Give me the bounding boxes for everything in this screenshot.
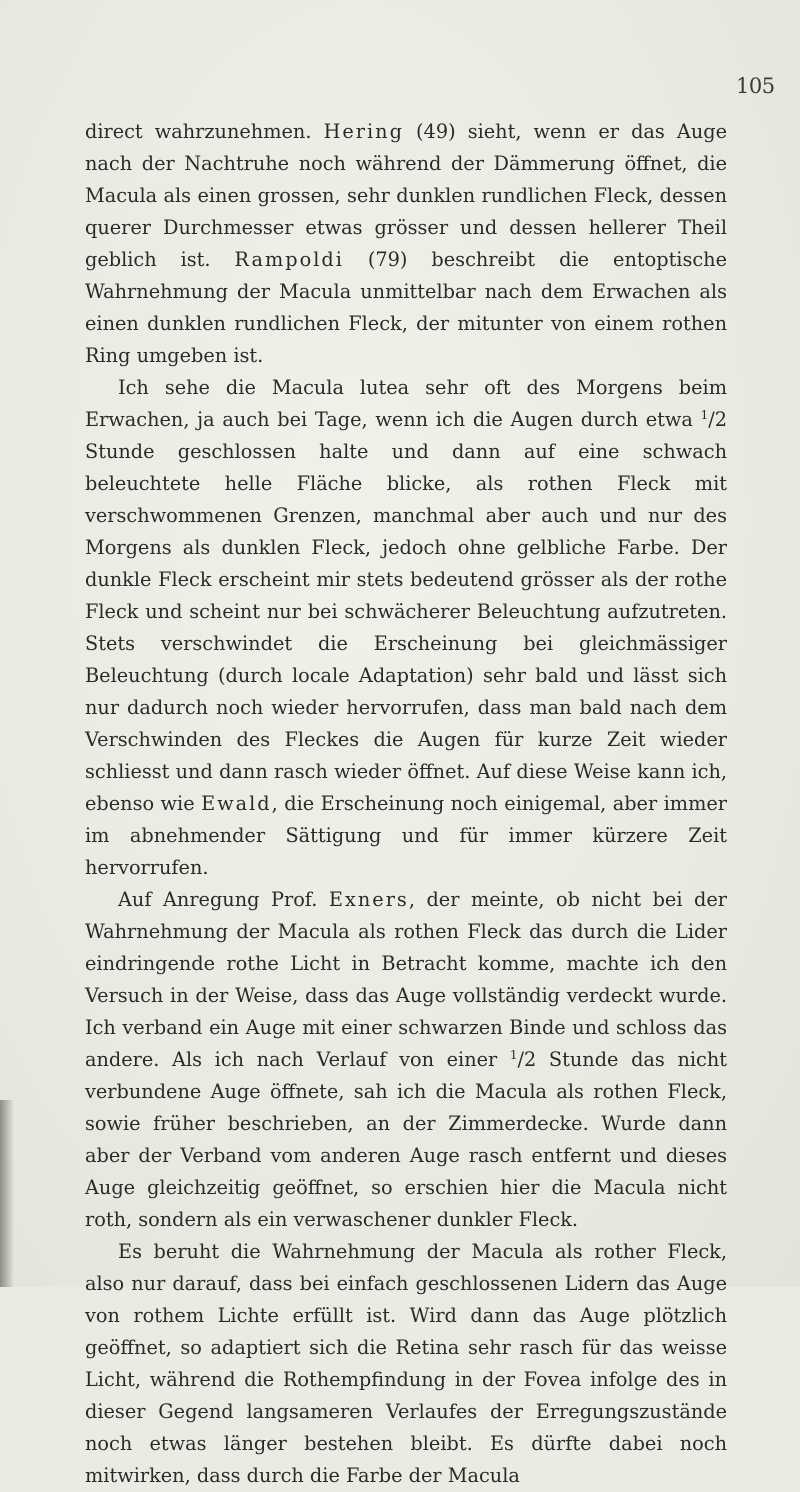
author-name: Exners (328, 888, 409, 911)
paragraph-4 (85, 1236, 727, 1492)
page-number: 105 (736, 74, 775, 98)
text-segment: Auf Anregung Prof. (118, 888, 329, 911)
page-edge-shadow (0, 1100, 14, 1287)
fraction-numerator: 1 (509, 1048, 518, 1062)
text-segment: /2 Stunde das nicht verbundene Auge öffnete, sah ich die Macula als rothen Fleck, sowie früher beschrieben, an der Zimmerdecke. Wurde dann aber der Verband vom anderen Auge rasch entfernt und dieses Auge gleichzeitig geöffnet, so erschien hier die Macula nicht roth, sondern als ein verwaschener dunkler Fleck. (85, 1048, 727, 1231)
author-name: Rampoldi (234, 248, 344, 271)
paragraph-1 (85, 116, 727, 372)
body-text (85, 116, 727, 1492)
text-segment: /2 Stunde geschlossen halte und dann auf eine schwach beleuchtete helle Fläche blicke, als rothen Fleck mit verschwommenen Grenzen, manchmal aber auch und nur des Morgens als dunklen Fleck, jedoch ohne gelbliche Farbe. Der dunkle Fleck erscheint mir stets bedeutend grösser als der rothe Fleck und scheint nur bei schwächerer Beleuchtung aufzutreten. Stets verschwindet die Erscheinung bei gleichmässiger Beleuchtung (durch locale Adaptation) sehr bald und lässt sich nur dadurch noch wieder hervorrufen, dass man bald nach dem Verschwinden des Fleckes die Augen für kurze Zeit wieder schliesst und dann rasch wieder öffnet. Auf diese Weise kann ich, ebenso wie (85, 408, 727, 815)
author-name: Ewald (201, 792, 272, 815)
text-segment: (79) beschreibt die entoptische Wahrnehmung der Macula unmittelbar nach dem Erwachen als einen dunklen rundlichen Fleck, der mitunter von einem rothen Ring umgeben ist. (85, 248, 728, 367)
fraction-numerator: 1 (700, 408, 709, 422)
text-segment: direct wahrzunehmen. (85, 120, 324, 143)
text-segment: , die Erscheinung noch einigemal, aber immer im abnehmender Sättigung und für immer kürzere Zeit hervorrufen. (85, 792, 727, 879)
text-segment: , der meinte, ob nicht bei der Wahrnehmung der Macula als rothen Fleck das durch die Lider eindringende rothe Licht in Betracht komme, machte ich den Versuch in der Weise, dass das Auge vollständig verdeckt wurde. Ich verband ein Auge mit einer schwarzen Binde und schloss das andere. Als ich nach Verlauf von einer (85, 888, 727, 1071)
paragraph-2 (85, 372, 727, 884)
paragraph-3 (85, 884, 727, 1236)
text-segment: (49) sieht, wenn er das Auge nach der Nachtruhe noch während der Dämmerung öffnet, die Macula als einen grossen, sehr dunklen rundlichen Fleck, dessen querer Durchmesser etwas grösser und dessen hellerer Theil geblich ist. (85, 120, 728, 271)
text-segment: Es beruht die Wahrnehmung der Macula als rother Fleck, also nur darauf, dass bei einfach geschlossenen Lidern das Auge von rothem Lichte erfüllt ist. Wird dann das Auge plötzlich geöffnet, so adaptiert sich die Retina sehr rasch für das weisse Licht, während die Rothempfindung in der Fovea infolge des in dieser Gegend langsameren Verlaufes der Erregungszustände noch etwas länger bestehen bleibt. Es dürfte dabei noch mitwirken, dass durch die Farbe der Macula (85, 1240, 727, 1487)
author-name: Hering (323, 120, 404, 143)
text-segment: Ich sehe die Macula lutea sehr oft des Morgens beim Erwachen, ja auch bei Tage, wenn ich die Augen durch etwa (85, 376, 727, 431)
